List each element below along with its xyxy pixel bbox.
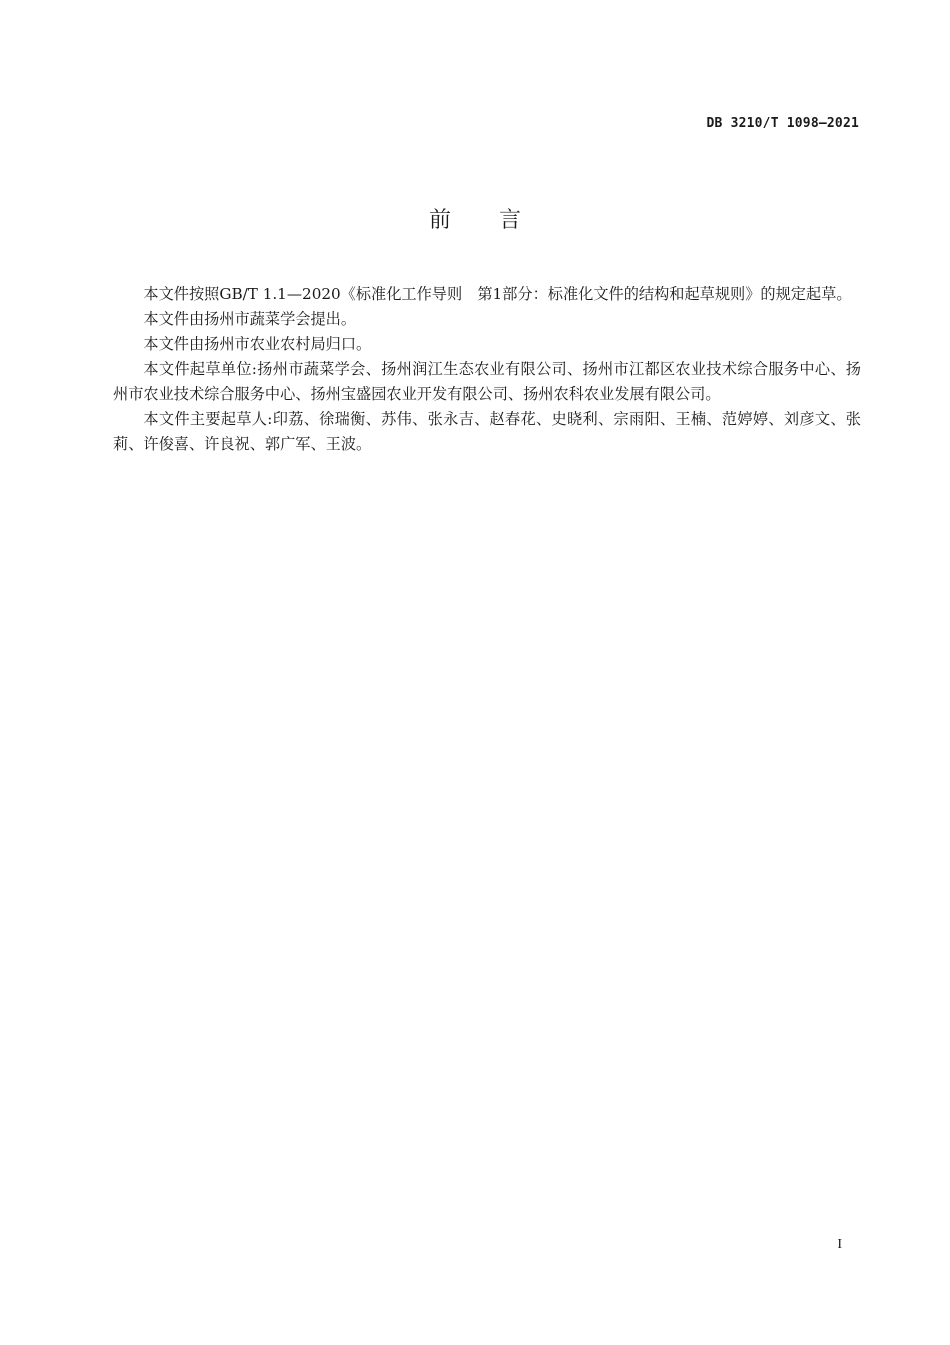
paragraph-drafting-rules: 本文件按照GB/T 1.1—2020《标准化工作导则 第1部分：标准化文件的结构和起草规则》的规定起草。 [143, 285, 852, 303]
page-number: I [837, 1237, 842, 1252]
document-code: DB 3210/T 1098—2021 [706, 116, 859, 131]
paragraph-centralized-by: 本文件由扬州市农业农村局归口。 [143, 335, 372, 353]
title-char-1: 前 [428, 208, 451, 233]
title-char-2: 言 [499, 208, 522, 233]
paragraph-proposer: 本文件由扬州市蔬菜学会提出。 [143, 310, 357, 328]
paragraph-drafters: 本文件主要起草人:印荔、徐瑞衡、苏伟、张永吉、赵春花、史晓利、宗雨阳、王楠、范婷婷、刘彦文、张莉、许俊喜、许良祝、郭广军、王波。 [113, 410, 861, 453]
preface-body [113, 282, 861, 457]
paragraph-drafting-units: 本文件起草单位:扬州市蔬菜学会、扬州润江生态农业有限公司、扬州市江都区农业技术综合服务中心、扬州市农业技术综合服务中心、扬州宝盛园农业开发有限公司、扬州农科农业发展有限公司。 [113, 360, 861, 403]
page-title [0, 203, 950, 234]
